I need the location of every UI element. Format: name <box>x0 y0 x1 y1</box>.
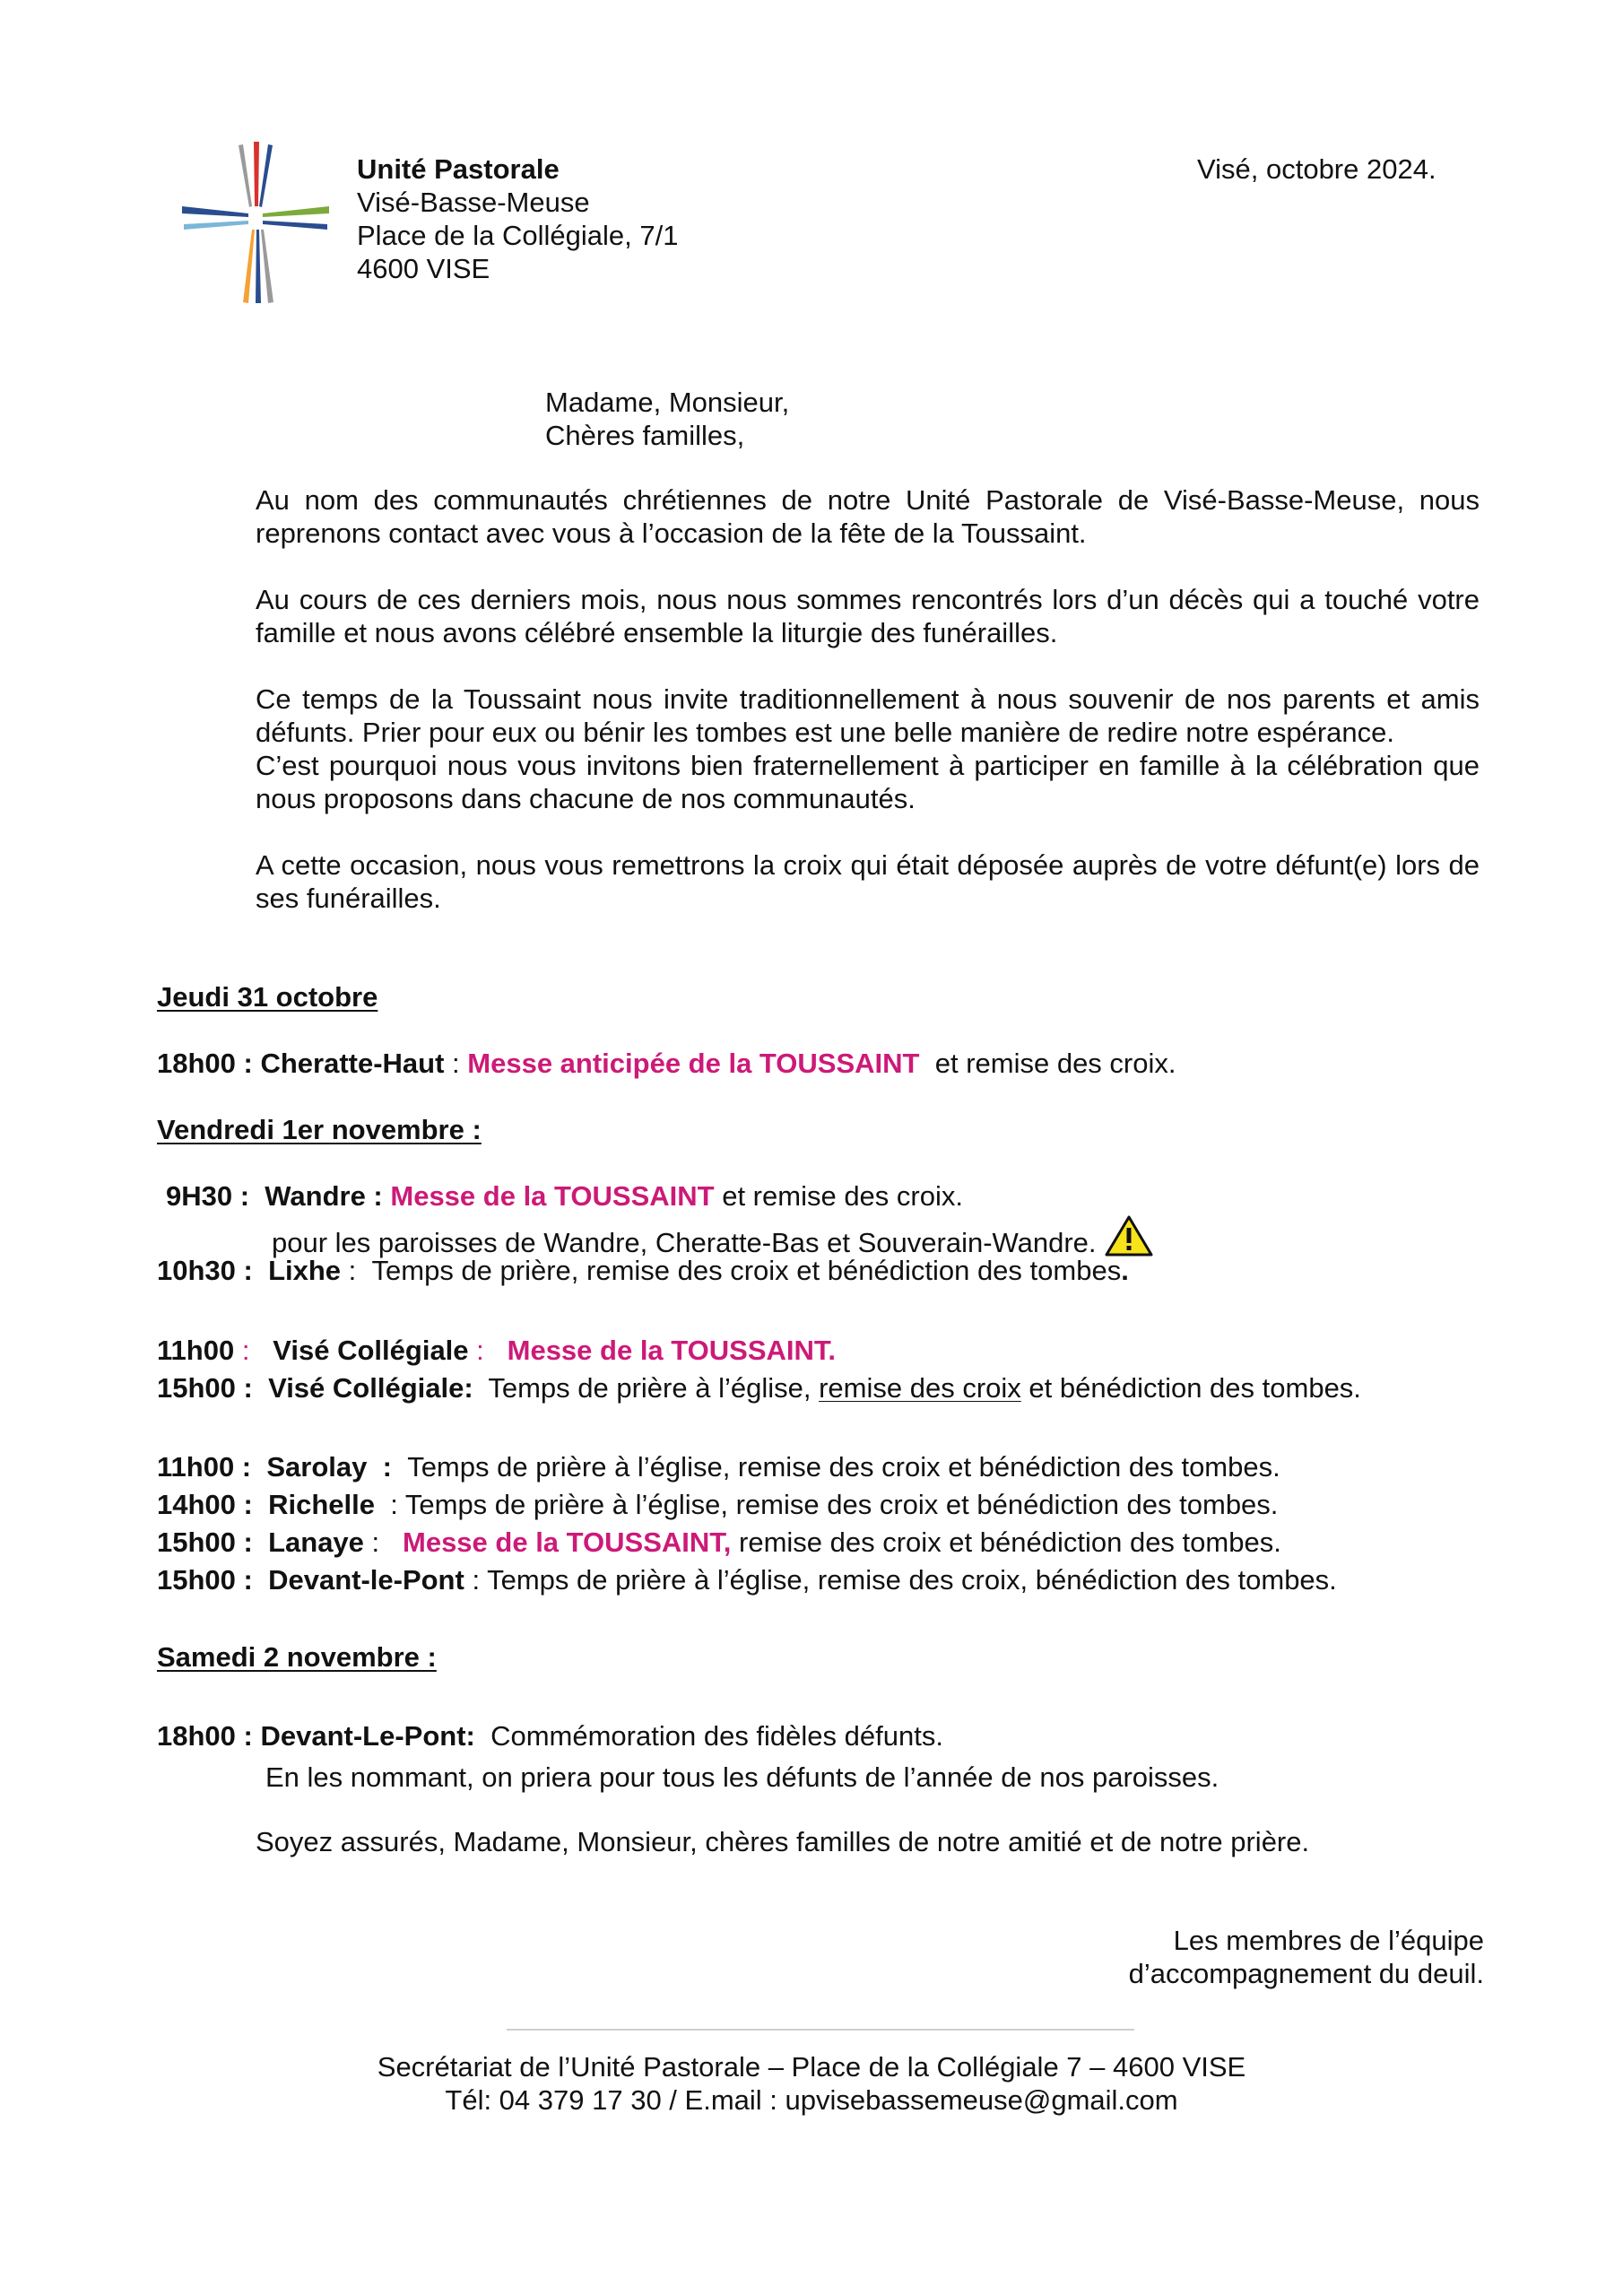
greeting-line-2: Chères familles, <box>545 420 745 451</box>
footer-address: Secrétariat de l’Unité Pastorale – Place de la Collégiale 7 – 4600 VISE <box>377 2051 1246 2083</box>
event-detail: Temps de prière à l’église, remise des croix, bénédiction des tombes. <box>487 1564 1337 1596</box>
event-detail: Temps de prière à l’église, <box>488 1372 812 1404</box>
event-time: 18h00 : <box>157 1048 253 1079</box>
event-time: 14h00 : <box>157 1489 253 1520</box>
event-place: Visé Collégiale <box>273 1335 469 1366</box>
event-row <box>157 1488 1278 1522</box>
event-detail: Temps de prière, remise des croix et bénédiction des tombes <box>371 1255 1122 1286</box>
warning-triangle-icon <box>1104 1214 1154 1257</box>
paragraph-3 <box>157 683 1480 749</box>
event-separator: : <box>234 1335 258 1366</box>
footer-divider <box>507 2029 1134 2031</box>
event-detail-underlined: remise des croix <box>819 1372 1021 1404</box>
event-row <box>157 1254 1129 1288</box>
event-place: Lixhe <box>268 1255 342 1286</box>
letter-date: Visé, octobre 2024. <box>1197 153 1436 185</box>
event-detail: et bénédiction des tombes. <box>1028 1372 1361 1404</box>
event-separator: : <box>444 1048 468 1079</box>
event-time: 9H30 : <box>166 1180 250 1212</box>
paragraph-1-text: Au nom des communautés chrétiennes de notre Unité Pastorale de Visé-Basse-Meuse, nous reprenons contact avec vous à l’occasion de la fête de la Toussaint. <box>256 484 1480 549</box>
paragraph-2-text: Au cours de ces derniers mois, nous nous sommes rencontrés lors d’un décès qui a touché votre famille et nous avons célébré ensemble la liturgie des funérailles. <box>256 584 1480 648</box>
pastoral-cross-logo-icon <box>175 142 336 303</box>
paragraph-1 <box>157 483 1480 550</box>
event-note-text: pour les paroisses de Wandre, Cheratte-Bas et Souverain-Wandre. <box>272 1227 1097 1258</box>
closing-text: Soyez assurés, Madame, Monsieur, chères familles de notre amitié et de notre prière. <box>256 1826 1310 1857</box>
event-place: Wandre <box>265 1180 366 1212</box>
day-heading-thursday: Jeudi 31 octobre <box>157 981 378 1013</box>
event-place: Richelle <box>268 1489 375 1520</box>
day-heading-saturday: Samedi 2 novembre : <box>157 1641 437 1673</box>
paragraph-2 <box>157 583 1480 649</box>
event-separator: : <box>341 1255 364 1286</box>
event-place: Lanaye <box>268 1526 364 1558</box>
event-detail: Temps de prière à l’église, remise des croix et bénédiction des tombes. <box>407 1451 1280 1483</box>
event-note: En les nommant, on priera pour tous les défunts de l’année de nos paroisses. <box>265 1761 1219 1793</box>
event-row <box>157 1526 1281 1560</box>
event-row <box>166 1179 963 1213</box>
event-mass: Messe anticipée de la TOUSSAINT <box>467 1048 920 1079</box>
event-row <box>157 1047 1176 1081</box>
event-row <box>157 1371 1361 1405</box>
event-separator: : <box>365 1180 391 1212</box>
event-detail: remise des croix et bénédiction des tombes. <box>739 1526 1281 1558</box>
event-time: 10h30 : <box>157 1255 253 1286</box>
event-place: Cheratte-Haut <box>260 1048 445 1079</box>
event-place: Devant-le-Pont <box>268 1564 464 1596</box>
day-heading-friday: Vendredi 1er novembre : <box>157 1114 482 1145</box>
event-place: Devant-Le-Pont: <box>260 1720 475 1752</box>
event-row <box>157 1563 1337 1597</box>
paragraph-5 <box>157 848 1480 915</box>
event-detail-end: . <box>1121 1255 1129 1286</box>
event-time: 11h00 <box>157 1335 235 1366</box>
org-address: Place de la Collégiale, 7/1 <box>357 220 679 251</box>
greeting-line-1: Madame, Monsieur, <box>545 387 790 418</box>
event-mass: Messe de la TOUSSAINT <box>390 1180 715 1212</box>
event-separator: : <box>375 1451 400 1483</box>
event-row <box>157 1719 943 1753</box>
event-place: Visé Collégiale: <box>268 1372 473 1404</box>
org-line-2: Visé-Basse-Meuse <box>357 187 590 218</box>
paragraph-3-text: Ce temps de la Toussaint nous invite traditionnellement à nous souvenir de nos parents et amis défunts. Prier pour eux ou bénir les tombes est une belle manière de redire notre espérance. <box>256 683 1480 748</box>
org-name: Unité Pastorale <box>357 153 560 185</box>
event-row <box>157 1450 1280 1484</box>
event-time: 11h00 : <box>157 1451 252 1483</box>
event-separator: : <box>464 1564 488 1596</box>
event-detail: et remise des croix. <box>722 1180 963 1212</box>
signature-line-1: Les membres de l’équipe <box>1173 1925 1484 1956</box>
event-detail: Temps de prière à l’église, remise des croix et bénédiction des tombes. <box>404 1489 1279 1520</box>
event-separator: : <box>363 1526 387 1558</box>
event-time: 15h00 : <box>157 1526 253 1558</box>
footer-contact: Tél: 04 379 17 30 / E.mail : upvisebassemeuse@gmail.com <box>445 2084 1178 2116</box>
paragraph-5-text: A cette occasion, nous vous remettrons la croix qui était déposée auprès de votre défunt(e) lors de ses funérailles. <box>256 849 1480 914</box>
event-mass: Messe de la TOUSSAINT. <box>507 1335 837 1366</box>
event-detail: et remise des croix. <box>934 1048 1176 1079</box>
event-separator: : <box>382 1489 405 1520</box>
event-place: Sarolay <box>266 1451 368 1483</box>
paragraph-4-text: C’est pourquoi nous vous invitons bien fraternellement à participer en famille à la célébration que nous proposons dans chacune de nos communautés. <box>256 750 1480 814</box>
event-time: 18h00 : <box>157 1720 253 1752</box>
event-separator: : <box>468 1335 492 1366</box>
event-row <box>157 1334 836 1368</box>
signature-line-2: d’accompagnement du deuil. <box>1128 1958 1484 1989</box>
event-time: 15h00 : <box>157 1564 253 1596</box>
event-detail: Commémoration des fidèles défunts. <box>490 1720 943 1752</box>
org-city: 4600 VISE <box>357 253 490 284</box>
paragraph-4 <box>157 749 1480 815</box>
event-mass: Messe de la TOUSSAINT, <box>403 1526 732 1558</box>
event-time: 15h00 : <box>157 1372 253 1404</box>
